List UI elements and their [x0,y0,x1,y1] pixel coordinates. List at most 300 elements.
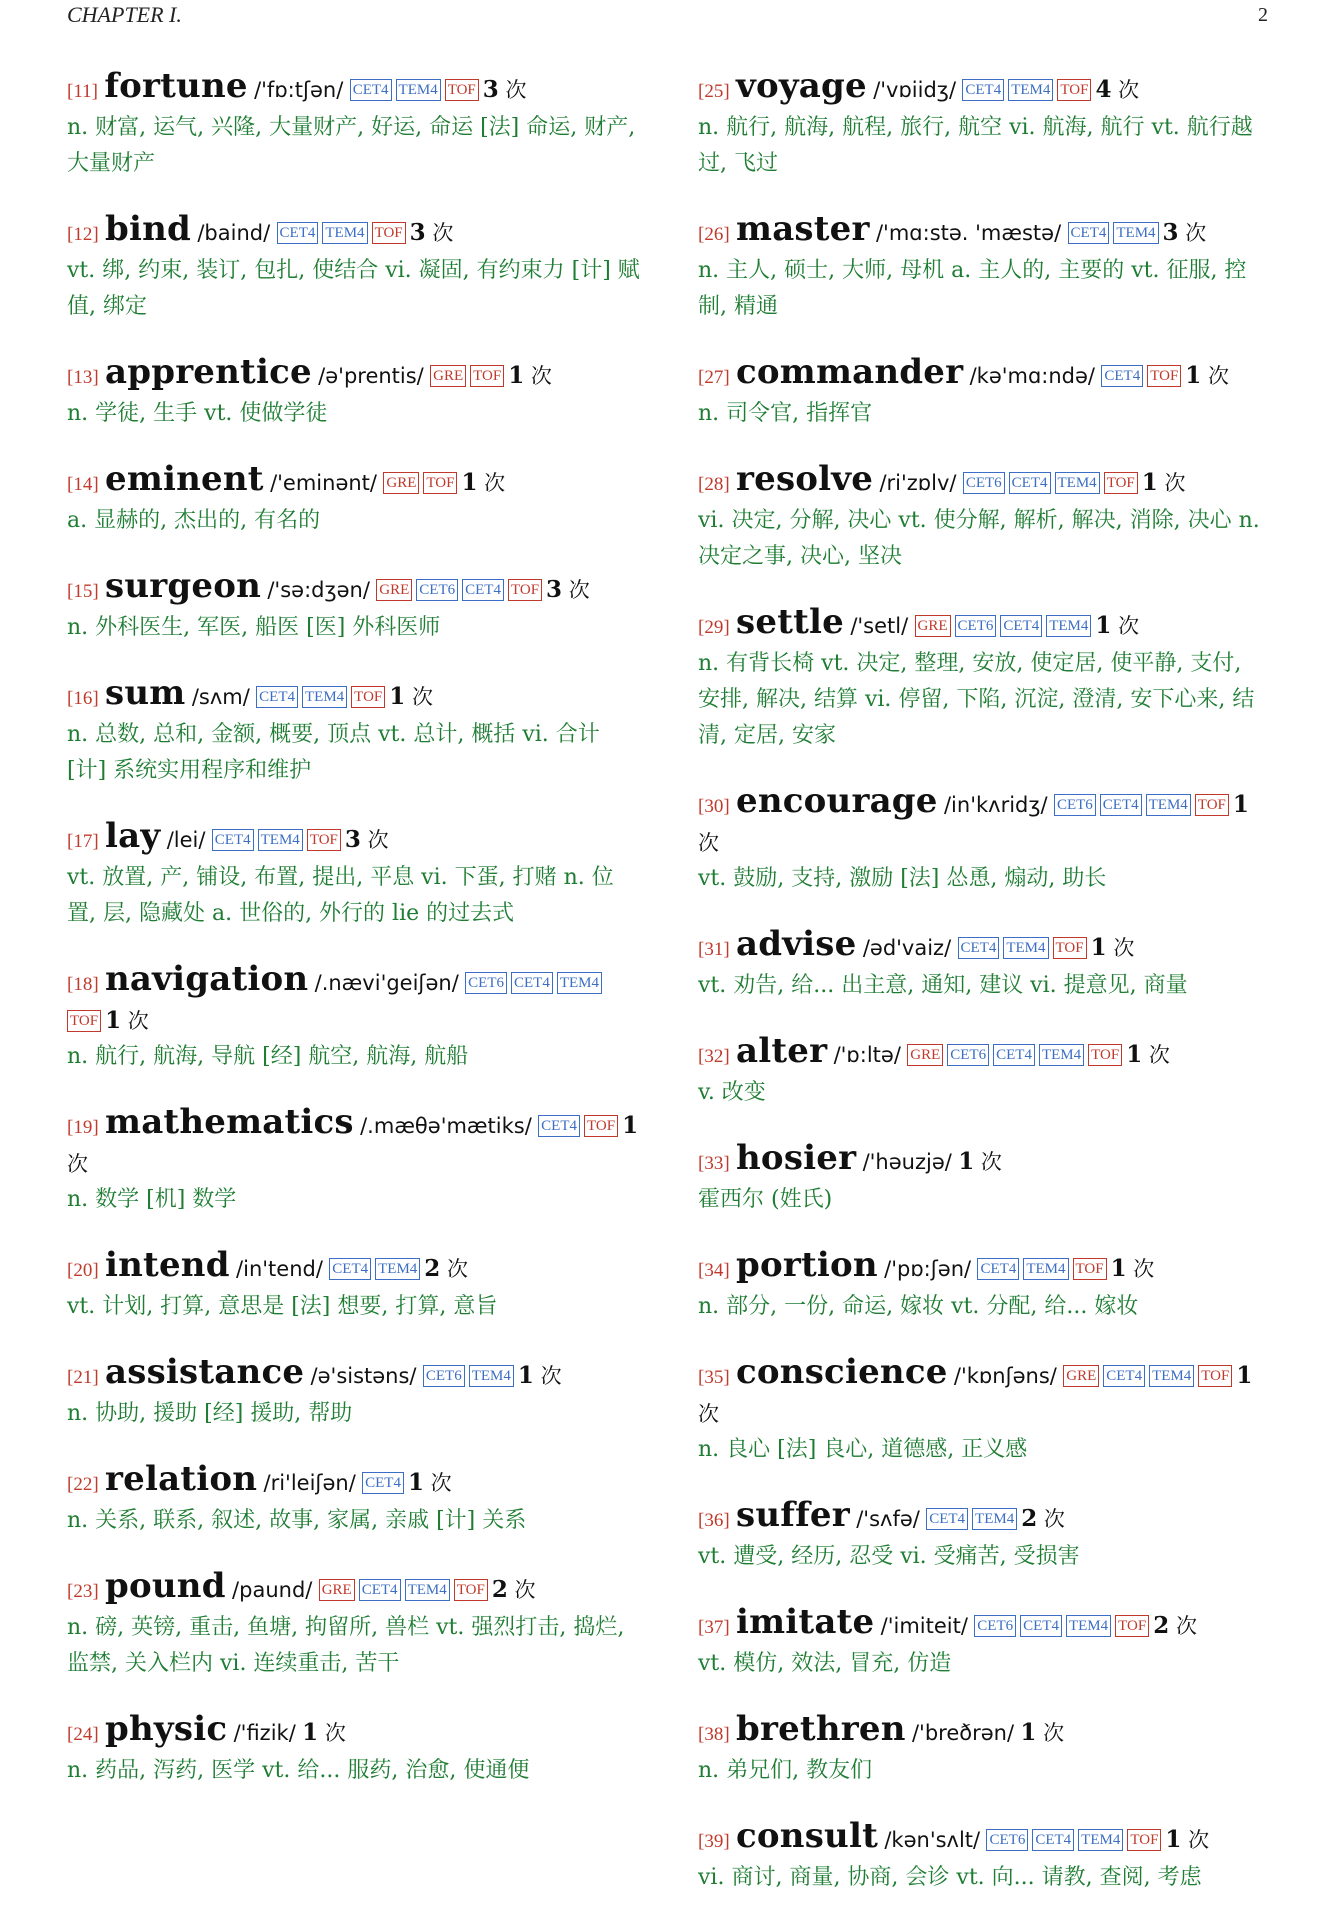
definition: n. 良心 [法] 良心, 道德感, 正义感 [698,1437,1028,1462]
exam-tag: TOF [351,686,385,708]
frequency-number: 1 [1095,612,1112,639]
headword: apprentice [105,352,312,392]
frequency-unit: 次 [530,364,552,388]
frequency-unit: 次 [67,1152,88,1176]
frequency-number: 1 [389,683,406,710]
definition: vi. 商讨, 商量, 协商, 会诊 vt. 向... 请教, 查阅, 考虑 [698,1865,1202,1890]
exam-tag: TEM4 [322,222,367,244]
phonetic: /'setl/ [850,614,909,638]
vocab-entry [698,1711,1268,1789]
definition: n. 总数, 总和, 金额, 概要, 顶点 vt. 总计, 概括 vi. 合计 [计] 系统实用程序和维护 [67,722,600,783]
headword: bind [105,209,191,249]
exam-tags [350,78,483,102]
frequency [1153,1614,1197,1638]
definition: n. 有背长椅 vt. 决定, 整理, 安放, 使定居, 使平静, 支付, 安排, 解决, 结算 vi. 停留, 下陷, 沉淀, 澄清, 安下心来, 结清, 定居, 安家 [698,651,1255,748]
vocab-entry [698,1033,1268,1111]
exam-tag: CET6 [465,972,507,994]
phonetic: /'sə:dʒən/ [267,578,370,602]
entry-headline [67,818,642,860]
definition: n. 部分, 一份, 命运, 嫁妆 vt. 分配, 给... 嫁妆 [698,1294,1139,1319]
entry-index: [33] [698,1153,730,1174]
headword: alter [736,1031,828,1071]
frequency-unit: 次 [698,1402,719,1426]
exam-tags [963,471,1142,495]
frequency-number: 1 [508,362,525,389]
vocab-entry [67,961,642,1075]
frequency-unit: 次 [411,685,433,709]
frequency [1095,78,1139,102]
entry-index: [16] [67,688,99,709]
frequency-unit: 次 [1188,1828,1210,1852]
exam-tag: TOF [1127,1829,1161,1851]
entry-headline [67,1568,642,1610]
vocab-entry [67,461,642,539]
vocab-entry [67,568,642,646]
definition: n. 航行, 航海, 航程, 旅行, 航空 vi. 航海, 航行 vt. 航行越过, 飞过 [698,115,1253,176]
vocab-entry [698,783,1268,897]
exam-tag: TOF [1057,79,1091,101]
phonetic: /paund/ [232,1578,313,1602]
entry-headline [67,1104,642,1182]
headword: fortune [104,66,248,106]
frequency [345,828,389,852]
entry-headline [67,1711,642,1753]
headword: settle [736,602,844,642]
frequency-number: 1 [517,1362,534,1389]
headword: intend [105,1245,230,1285]
vocab-entry [67,1247,642,1325]
entry-index: [23] [67,1581,99,1602]
headword: imitate [736,1602,875,1642]
vocab-entry [67,1461,642,1539]
vocab-entry [698,604,1268,754]
headword: lay [105,816,161,856]
frequency-unit: 次 [1043,1721,1065,1745]
definition: 霍西尔 (姓氏) [698,1187,833,1212]
entry-headline [67,961,642,1039]
headword: conscience [736,1352,948,1392]
phonetic: /baind/ [197,221,271,245]
exam-tag: TEM4 [405,1579,450,1601]
definition: vt. 模仿, 效法, 冒充, 仿造 [698,1651,952,1676]
exam-tags [915,614,1096,638]
frequency [508,364,552,388]
entry-headline [698,783,1268,861]
vocab-entry [67,68,642,182]
vocab-entry [67,1711,642,1789]
frequency [408,1471,452,1495]
frequency-number: 3 [546,576,563,603]
exam-tag: CET6 [986,1829,1028,1851]
entry-index: [11] [67,81,98,102]
frequency [1185,364,1229,388]
exam-tag: TOF [1195,794,1229,816]
vocab-entry [67,354,642,432]
exam-tag: TEM4 [375,1258,420,1280]
exam-tags [319,1578,492,1602]
exam-tag: CET4 [1032,1829,1074,1851]
exam-tag: CET4 [1009,472,1051,494]
exam-tag: CET4 [1100,794,1142,816]
headword: advise [736,924,857,964]
vocab-entry [67,1104,642,1218]
definition: n. 航行, 航海, 导航 [经] 航空, 航海, 航船 [67,1044,469,1069]
exam-tag: CET4 [538,1115,580,1137]
exam-tag: CET4 [977,1258,1019,1280]
entry-index: [14] [67,474,99,495]
frequency-number: 2 [1021,1505,1038,1532]
entry-index: [32] [698,1046,730,1067]
exam-tag: CET4 [1000,615,1042,637]
headword: hosier [736,1138,857,1178]
page-header [67,0,1268,30]
entry-index: [28] [698,474,730,495]
entry-index: [26] [698,224,730,245]
entry-index: [27] [698,367,730,388]
exam-tag: CET6 [416,579,458,601]
exam-tags [974,1614,1153,1638]
frequency-unit: 次 [430,1471,452,1495]
frequency [105,1009,149,1033]
frequency-number: 1 [407,1469,424,1496]
exam-tag: TOF [584,1115,618,1137]
phonetic: /'breðrən/ [911,1721,1015,1745]
headword: commander [736,352,964,392]
frequency-unit: 次 [1148,1043,1170,1067]
exam-tag: CET6 [947,1044,989,1066]
exam-tag: TEM4 [1023,1258,1068,1280]
vocab-entry [67,1568,642,1682]
entry-headline [698,68,1268,110]
frequency-unit: 次 [1113,936,1135,960]
exam-tag: TOF [454,1579,488,1601]
entry-headline [698,926,1268,968]
frequency [1165,1828,1209,1852]
frequency-number: 3 [409,219,426,246]
entry-index: [29] [698,617,730,638]
exam-tag: TEM4 [258,829,303,851]
exam-tag: TEM4 [1149,1365,1194,1387]
exam-tag: CET6 [974,1615,1016,1637]
exam-tags [430,364,508,388]
exam-tags [986,1828,1165,1852]
phonetic: /'fɒ:tʃən/ [254,78,344,102]
entry-headline [698,1247,1268,1289]
frequency [1142,471,1186,495]
definition: n. 主人, 硕士, 大师, 母机 a. 主人的, 主要的 vt. 征服, 控制, 精通 [698,258,1247,319]
headword: eminent [105,459,264,499]
entry-index: [39] [698,1831,730,1852]
exam-tag: GRE [915,615,951,637]
entry-index: [20] [67,1260,99,1281]
frequency-number: 1 [1141,469,1158,496]
exam-tags [277,221,410,245]
frequency-number: 1 [1110,1255,1127,1282]
entry-headline [67,354,642,396]
entry-headline [698,461,1268,503]
exam-tag: CET4 [1103,1365,1145,1387]
frequency [389,685,433,709]
frequency-unit: 次 [980,1150,1002,1174]
exam-tag: TEM4 [557,972,602,994]
exam-tag: TEM4 [972,1508,1017,1530]
frequency [492,1578,536,1602]
exam-tags [423,1364,518,1388]
frequency [1021,1507,1065,1531]
frequency [546,578,590,602]
entry-headline [67,568,642,610]
exam-tag: CET4 [511,972,553,994]
exam-tag: TEM4 [1039,1044,1084,1066]
exam-tag: TOF [307,829,341,851]
headword: brethren [736,1709,906,1749]
entry-headline [67,675,642,717]
frequency-number: 1 [302,1719,319,1746]
vocab-entry [698,68,1268,182]
page-number: 2 [1258,3,1268,26]
exam-tag: TOF [423,472,457,494]
exam-tag: TOF [1115,1615,1149,1637]
phonetic: /lei/ [166,828,206,852]
headword: pound [105,1566,226,1606]
entry-index: [30] [698,796,730,817]
exam-tag: TOF [1147,365,1181,387]
definition: n. 药品, 泻药, 医学 vt. 给... 服药, 治愈, 使通便 [67,1758,530,1783]
frequency-unit: 次 [1208,364,1229,388]
exam-tag: CET4 [1068,222,1110,244]
frequency [424,1257,468,1281]
headword: physic [105,1709,228,1749]
exam-tags [212,828,345,852]
frequency-number: 2 [491,1576,508,1603]
headword: assistance [105,1352,305,1392]
exam-tag: TOF [372,222,406,244]
frequency [1111,1257,1155,1281]
exam-tag: TOF [67,1010,101,1032]
phonetic: /əd'vaiz/ [862,936,952,960]
frequency-number: 1 [1165,1826,1182,1853]
entry-index: [24] [67,1724,99,1745]
vocab-entry [67,675,642,789]
entry-index: [35] [698,1367,730,1388]
definition: n. 协助, 援助 [经] 援助, 帮助 [67,1401,353,1426]
definition: vi. 决定, 分解, 决心 vt. 使分解, 解析, 解决, 消除, 决心 n. 决定之事, 决心, 坚决 [698,508,1260,569]
entry-index: [13] [67,367,99,388]
entry-index: [36] [698,1510,730,1531]
exam-tag: CET4 [1020,1615,1062,1637]
frequency-number: 1 [1020,1719,1037,1746]
phonetic: /'mɑ:stə. 'mæstə/ [875,221,1062,245]
exam-tag: TEM4 [1003,937,1048,959]
exam-tags [907,1043,1126,1067]
frequency-unit: 次 [127,1009,149,1033]
frequency-unit: 次 [1175,1614,1197,1638]
exam-tags [1054,793,1233,817]
frequency-unit: 次 [568,578,590,602]
entry-headline [698,1604,1268,1646]
definition: n. 司令官, 指挥官 [698,401,873,426]
exam-tags [329,1257,424,1281]
frequency-number: 3 [482,76,499,103]
vocab-entry [698,1247,1268,1325]
exam-tags [926,1507,1021,1531]
frequency-number: 1 [622,1112,639,1139]
left-column [67,68,642,1818]
headword: sum [105,673,186,713]
frequency-unit: 次 [514,1578,536,1602]
entry-index: [31] [698,939,730,960]
entry-headline [698,1711,1268,1753]
exam-tag: GRE [383,472,419,494]
exam-tag: CET4 [329,1258,371,1280]
exam-tags [958,936,1091,960]
exam-tag: TOF [1104,472,1138,494]
exam-tags [538,1114,622,1138]
frequency-number: 1 [958,1148,975,1175]
entry-index: [38] [698,1724,730,1745]
definition: n. 关系, 联系, 叙述, 故事, 家属, 亲戚 [计] 关系 [67,1508,527,1533]
entry-headline [698,1140,1268,1182]
exam-tag: TEM4 [1066,1615,1111,1637]
frequency-unit: 次 [505,78,527,102]
entry-headline [67,1354,642,1396]
entry-index: [15] [67,581,99,602]
headword: master [736,209,870,249]
headword: encourage [736,781,938,821]
entry-index: [37] [698,1617,730,1638]
headword: navigation [105,959,309,999]
phonetic: /'ɒ:ltə/ [833,1043,901,1067]
exam-tags [977,1257,1110,1281]
frequency-number: 1 [105,1007,122,1034]
frequency [1095,614,1139,638]
chapter-title: CHAPTER I. [67,2,182,27]
definition: n. 外科医生, 军医, 船医 [医] 外科医师 [67,615,441,640]
exam-tag: CET4 [212,829,254,851]
phonetic: /in'tend/ [236,1257,323,1281]
definition: vt. 绑, 约束, 装订, 包扎, 使结合 vi. 凝固, 有约束力 [计] 赋值, 绑定 [67,258,640,319]
vocab-entry [698,461,1268,575]
exam-tag: GRE [907,1044,943,1066]
vocab-entry [698,1354,1268,1468]
exam-tag: CET6 [423,1365,465,1387]
exam-tag: TEM4 [1113,222,1158,244]
frequency-unit: 次 [324,1721,346,1745]
frequency [302,1721,346,1745]
exam-tag: TOF [1198,1365,1232,1387]
exam-tag: TEM4 [1008,79,1053,101]
phonetic: /'imiteit/ [880,1614,968,1638]
exam-tag: TEM4 [1055,472,1100,494]
definition: vt. 放置, 产, 铺设, 布置, 提出, 平息 vi. 下蛋, 打赌 n. 位置, 层, 隐藏处 a. 世俗的, 外行的 lie 的过去式 [67,865,614,926]
exam-tags [362,1471,408,1495]
definition: vt. 遭受, 经历, 忍受 vi. 受痛苦, 受损害 [698,1544,1080,1569]
entry-headline [698,1033,1268,1075]
phonetic: /ə'prentis/ [318,364,424,388]
frequency [1091,936,1135,960]
exam-tag: CET4 [362,1472,404,1494]
exam-tag: CET6 [1054,794,1096,816]
entry-index: [19] [67,1117,99,1138]
definition: vt. 计划, 打算, 意思是 [法] 想要, 打算, 意旨 [67,1294,498,1319]
phonetic: /'pɒ:ʃən/ [884,1257,972,1281]
entry-index: [34] [698,1260,730,1281]
frequency [461,471,505,495]
entry-headline [67,461,642,503]
exam-tag: TOF [1073,1258,1107,1280]
frequency-unit: 次 [1118,78,1140,102]
exam-tag: GRE [430,365,466,387]
frequency-number: 2 [1153,1612,1170,1639]
frequency-number: 3 [344,826,361,853]
entry-headline [698,1354,1268,1432]
exam-tag: TEM4 [469,1365,514,1387]
headword: portion [736,1245,878,1285]
vocab-entry [698,211,1268,325]
exam-tag: CET4 [462,579,504,601]
frequency-unit: 次 [1164,471,1186,495]
headword: suffer [736,1495,850,1535]
exam-tag: TOF [445,79,479,101]
frequency [1020,1721,1064,1745]
phonetic: /ə'sistəns/ [310,1364,417,1388]
frequency-number: 1 [461,469,478,496]
exam-tags [1101,364,1185,388]
entry-headline [67,1461,642,1503]
entry-index: [25] [698,81,730,102]
exam-tag: CET4 [277,222,319,244]
vocab-entry [698,1604,1268,1682]
exam-tags [962,78,1095,102]
phonetic: /'eminənt/ [270,471,377,495]
phonetic: /kə'mɑ:ndə/ [969,364,1096,388]
entry-headline [698,211,1268,253]
frequency [483,78,527,102]
vocab-entry [698,926,1268,1004]
entry-headline [67,68,642,110]
entry-headline [698,604,1268,646]
definition: v. 改变 [698,1080,766,1105]
frequency-unit: 次 [484,471,506,495]
exam-tag: CET4 [962,79,1004,101]
entry-headline [698,354,1268,396]
frequency-unit: 次 [367,828,389,852]
exam-tag: TEM4 [1046,615,1091,637]
definition: vt. 鼓励, 支持, 激励 [法] 怂恿, 煽动, 助长 [698,866,1107,891]
frequency-unit: 次 [1118,614,1140,638]
frequency-unit: 次 [1043,1507,1065,1531]
exam-tag: TEM4 [1078,1829,1123,1851]
frequency-unit: 次 [1185,221,1207,245]
vocab-entry [67,211,642,325]
exam-tag: CET4 [958,937,1000,959]
phonetic: /ri'leiʃən/ [263,1471,356,1495]
exam-tag: TOF [508,579,542,601]
phonetic: /'kɒnʃəns/ [953,1364,1057,1388]
frequency-unit: 次 [698,831,719,855]
phonetic: /'fizik/ [233,1721,296,1745]
exam-tag: CET4 [1101,365,1143,387]
definition: n. 学徒, 生手 vt. 使做学徒 [67,401,328,426]
phonetic: /in'kʌridʒ/ [943,793,1048,817]
entry-index: [21] [67,1367,99,1388]
phonetic: /kən'sʌlt/ [884,1828,981,1852]
entry-index: [17] [67,831,99,852]
definition: a. 显赫的, 杰出的, 有名的 [67,508,321,533]
exam-tag: TEM4 [1146,794,1191,816]
exam-tag: CET4 [993,1044,1035,1066]
exam-tags [376,578,546,602]
